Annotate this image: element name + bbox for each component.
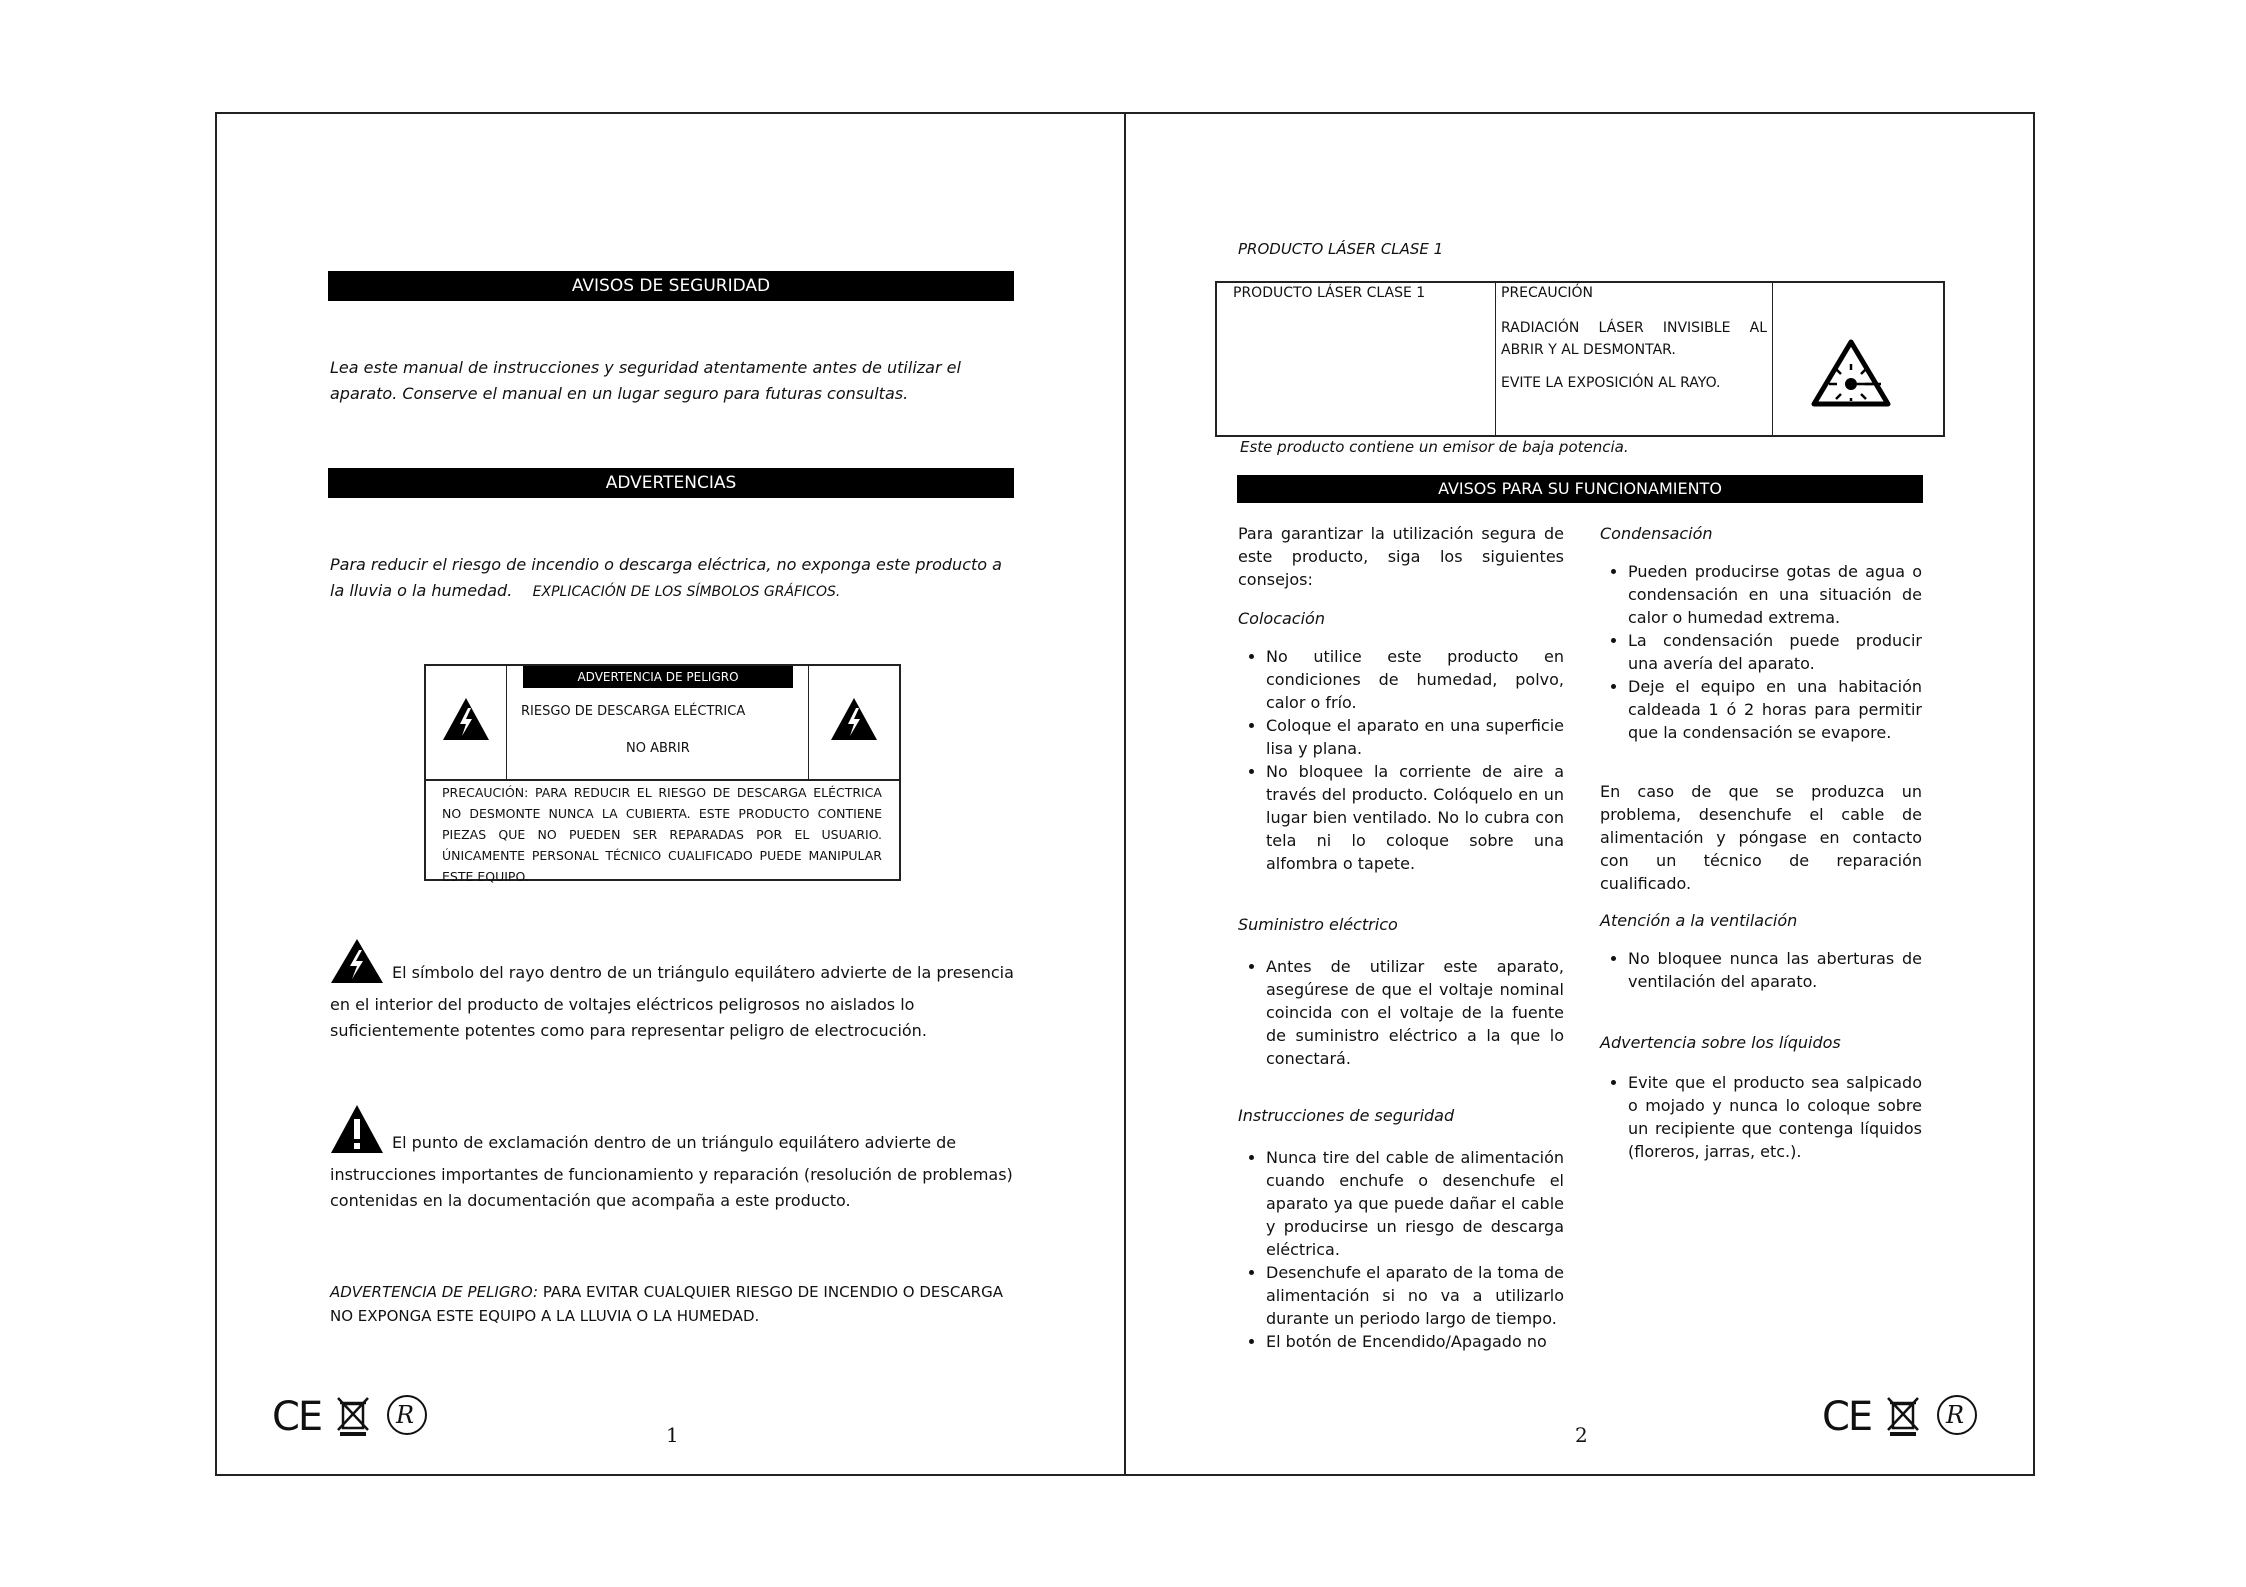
ventilation-title: Atención a la ventilación [1600,911,1798,930]
list-item: • No bloquee la corriente de aire a través del producto. Colóquelo en un lugar bien ventilado. No lo cubra con tela ni lo coloque sobre una alfombra o tapete. [1266,760,1564,875]
box-header: ADVERTENCIA DE PELIGRO [523,666,793,688]
safety-title: Instrucciones de seguridad [1238,1106,1455,1125]
warnbox-right-cell [808,666,899,779]
ce-mark: CE [272,1394,322,1440]
laser-title: PRODUCTO LÁSER CLASE 1 [1238,240,1444,258]
liquids-list [1600,1071,1922,1163]
svg-text:R: R [396,1401,415,1429]
danger-label: ADVERTENCIA DE PELIGRO: [330,1283,539,1301]
box-no-open: NO ABRIR [626,741,690,756]
operation-right-column [1600,522,1922,1163]
exclamation-symbol-icon [330,1104,384,1162]
header-warnings: ADVERTENCIAS [328,468,1014,498]
placement-list [1238,645,1564,875]
page-number-1: 1 [666,1423,679,1447]
warnbox-divider [426,779,899,781]
warnings-sentence: Para reducir el riesgo de incendio o descarga eléctrica, no exponga este producto a la lluvia o la humedad. [330,555,1002,600]
header-operation: AVISOS PARA SU FUNCIONAMIENTO [1237,475,1923,503]
weee-crossed-bin-icon [1885,1394,1921,1440]
liquids-title: Advertencia sobre los líquidos [1600,1033,1841,1052]
problem-text: En caso de que se produzca un problema, desenchufe el cable de alimentación y póngase en contacto con un técnico de reparación cualificado. [1600,782,1922,893]
laser-cell-1 [1217,283,1496,435]
warnbox-left-cell [426,666,507,779]
laser-cell-2 [1501,285,1767,391]
box-risk: RIESGO DE DESCARGA ELÉCTRICA [521,704,746,719]
laser-note: Este producto contiene un emisor de baja potencia. [1240,438,1629,456]
list-item: • Antes de utilizar este aparato, asegúrese de que el voltaje nominal coincida con el voltaje de la fuente de suministro eléctrico a la que lo conectará. [1266,955,1564,1070]
safety-list [1238,1146,1564,1353]
list-item: • Coloque el aparato en una superficie lisa y plana. [1266,714,1564,760]
list-item: • Nunca tire del cable de alimentación cuando enchufe o desenchufe el aparato ya que puede dañar el cable y producirse un riesgo de descarga eléctrica. [1266,1146,1564,1261]
power-title: Suministro eléctrico [1238,915,1398,934]
list-item: • Desenchufe el aparato de la toma de alimentación si no va a utilizarlo durante un periodo largo de tiempo. [1266,1261,1564,1330]
list-item: • No bloquee nunca las aberturas de ventilación del aparato. [1628,947,1922,993]
lightning-paragraph [330,938,1020,1044]
intro-text: Lea este manual de instrucciones y seguridad atentamente antes de utilizar el aparato. Conserve el manual en un lugar seguro para futuras consultas. [330,358,961,403]
list-item: • Deje el equipo en una habitación caldeada 1 ó 2 horas para permitir que la condensación se evapore. [1628,675,1922,744]
exclamation-paragraph [330,1104,1020,1214]
exclamation-text: El punto de exclamación dentro de un triángulo equilátero advierte de instrucciones importantes de funcionamiento y reparación (resolución de problemas) contenidas en la documentación que acompaña a este producto. [330,1133,1013,1210]
operation-left-column [1238,522,1564,1353]
list-item: • La condensación puede producir una avería del aparato. [1628,629,1922,675]
warnings-text [330,552,1020,605]
list-item: • El botón de Encendido/Apagado no [1266,1330,1564,1353]
danger-paragraph [330,1280,1020,1328]
laser-cell-3 [1772,283,1943,435]
laser-radiation: RADIACIÓN LÁSER INVISIBLE AL ABRIR Y AL DESMONTAR. [1501,320,1767,358]
page-divider [1124,112,1126,1476]
list-item: • Evite que el producto sea salpicado o mojado y nunca lo coloque sobre un recipiente que contenga líquidos (floreros, jarras, etc.). [1628,1071,1922,1163]
condensation-list [1600,560,1922,744]
rohs-r-icon [385,1393,429,1441]
header-security: AVISOS DE SEGURIDAD [328,271,1014,301]
ce-mark: CE [1822,1394,1872,1440]
list-item: • No utilice este producto en condiciones de humedad, polvo, calor o frío. [1266,645,1564,714]
list-item: • Pueden producirse gotas de agua o condensación en una situación de calor o humedad extrema. [1628,560,1922,629]
symbols-title: EXPLICACIÓN DE LOS SÍMBOLOS GRÁFICOS. [532,584,841,600]
svg-text:R: R [1946,1401,1965,1429]
danger-warning-box [424,664,901,884]
laser-cell-1-text: PRODUCTO LÁSER CLASE 1 [1233,285,1426,301]
weee-crossed-bin-icon [335,1394,371,1440]
lightning-triangle-icon-right [829,696,879,742]
compliance-marks-p2 [1822,1393,1979,1441]
box-caution: PRECAUCIÓN: PARA REDUCIR EL RIESGO DE DESCARGA ELÉCTRICA NO DESMONTE NUNCA LA CUBIERTA. ESTE PRODUCTO CONTIENE PIEZAS QUE NO PUEDEN SER REPARADAS POR EL USUARIO. ÚNICAMENTE PERSONAL TÉCNICO CUALIFICADO PUEDE MANIPULAR ESTE EQUIPO. [442,785,882,884]
laser-caution: PRECAUCIÓN [1501,285,1594,301]
condensation-title: Condensación [1600,524,1713,543]
lightning-triangle-icon [441,696,491,742]
compliance-marks-p1 [272,1393,429,1441]
rohs-r-icon [1935,1393,1979,1441]
lightning-text: El símbolo del rayo dentro de un triángulo equilátero advierte de la presencia en el interior del producto de voltajes eléctricos peligrosos no aislados lo suficientemente potentes como para representar peligro de electrocución. [330,963,1014,1040]
power-list [1238,955,1564,1070]
lightning-symbol-icon [330,938,384,992]
laser-table [1215,281,1945,437]
laser-avoid: EVITE LA EXPOSICIÓN AL RAYO. [1501,375,1721,391]
laser-warning-icon [1811,339,1891,411]
operation-intro: Para garantizar la utilización segura de este producto, siga los siguientes consejos: [1238,524,1564,589]
placement-title: Colocación [1238,609,1325,628]
page-number-2: 2 [1575,1423,1588,1447]
danger-text: PARA EVITAR CUALQUIER RIESGO DE INCENDIO O DESCARGA NO EXPONGA ESTE EQUIPO A LA LLUVIA O LA HUMEDAD. [330,1283,1003,1325]
ventilation-list [1600,947,1922,993]
